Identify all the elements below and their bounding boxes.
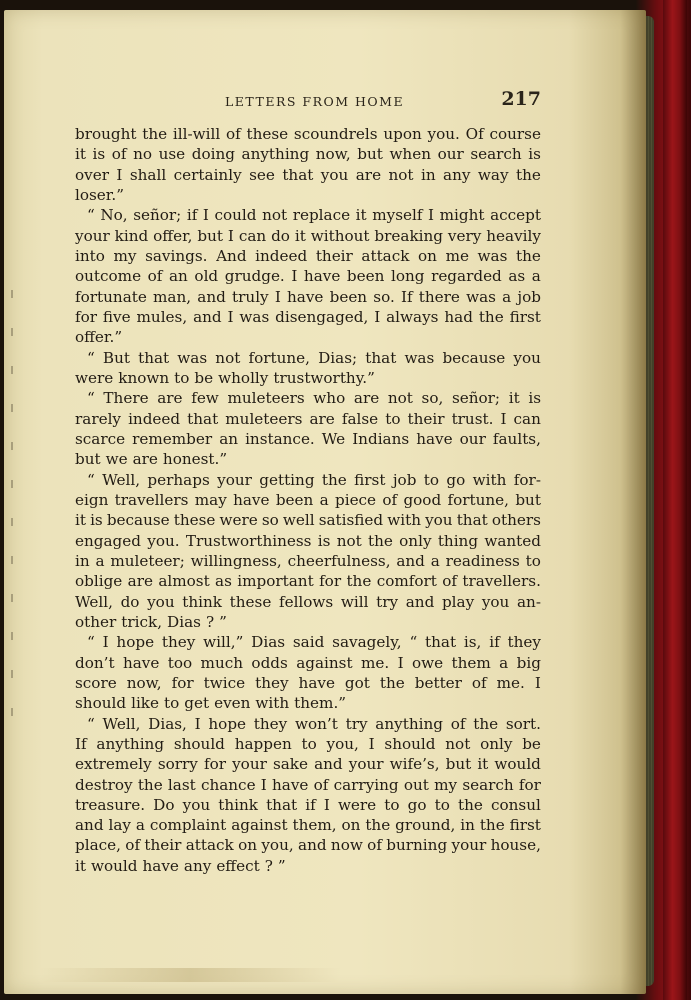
text-line: should like to get even with them.” (75, 694, 347, 713)
text-line: don’t have too much odds against me. I owe them a big (75, 653, 541, 672)
text-line: it is because these were so well satisfied with you that others (75, 511, 541, 530)
text-line: for five mules, and I was disengaged, I always had the first (75, 307, 541, 326)
text-line: eign travellers may have been a piece of good fortune, but (75, 490, 541, 509)
text-line: and lay a complaint against them, on the ground, in the first (75, 816, 541, 835)
text-line: scarce remember an instance. We Indians have our faults, (75, 429, 541, 448)
text-line: destroy the last chance I have of carrying out my search for (75, 775, 541, 794)
text-line: in a muleteer; willingness, cheerfulness, and a readiness to (75, 551, 541, 570)
text-line: other trick, Dias ? ” (75, 612, 227, 631)
text-line: “ Well, perhaps your getting the first job to go with for- (87, 470, 541, 489)
text-line: Well, do you think these fellows will try and play you an- (75, 592, 541, 611)
text-line: score now, for twice they have got the better of me. I (75, 673, 541, 692)
text-line: brought the ill-will of these scoundrels upon you. Of course (75, 125, 541, 143)
text-line: “ But that was not fortune, Dias; that was because you (87, 348, 541, 367)
text-line: engaged you. Trustworthiness is not the only thing wanted (75, 531, 541, 550)
book-cover-edge (663, 0, 687, 1000)
page-stain (40, 968, 340, 982)
text-line: loser.” (75, 185, 124, 204)
text-line: extremely sorry for your sake and your wife’s, but it would (75, 755, 541, 774)
text-line: but we are honest.” (75, 450, 228, 469)
text-line: “ I hope they will,” Dias said savagely, “ that is, if they (87, 633, 541, 652)
page-header (75, 88, 541, 114)
text-line: into my savings. And indeed their attack on me was the (75, 246, 541, 265)
text-line: outcome of an old grudge. I have been long regarded as a (75, 267, 541, 286)
text-line: rarely indeed that muleteers are false to their trust. I can (75, 409, 541, 428)
text-line: over I shall certainly see that you are not in any way the (75, 165, 541, 184)
text-line: were known to be wholly trustworthy.” (75, 368, 375, 387)
text-line: it is of no use doing anything now, but when our search is (75, 145, 541, 164)
text-line: “ Well, Dias, I hope they won’t try anything of the sort. (87, 714, 541, 733)
running-title: LETTERS FROM HOME (225, 94, 405, 109)
text-line: it would have any effect ? ” (75, 856, 286, 875)
text-line: oblige are almost as important for the comfort of travellers. (75, 572, 541, 591)
text-line: “ No, señor; if I could not replace it myself I might accept (87, 206, 541, 225)
text-line: “ There are few muleteers who are not so, señor; it is (87, 389, 541, 408)
text-line: your kind offer, but I can do it without breaking very heavily (75, 226, 541, 245)
text-line: treasure. Do you think that if I were to go to the consul (75, 795, 541, 814)
text-line: place, of their attack on you, and now of burning your house, (75, 836, 541, 855)
text-line: offer.” (75, 328, 123, 347)
gutter-marks (10, 260, 16, 880)
page-number: 217 (501, 88, 541, 110)
body-text (75, 124, 541, 876)
text-line: If anything should happen to you, I should not only be (75, 734, 541, 753)
text-line: fortunate man, and truly I have been so. If there was a job (75, 287, 541, 306)
